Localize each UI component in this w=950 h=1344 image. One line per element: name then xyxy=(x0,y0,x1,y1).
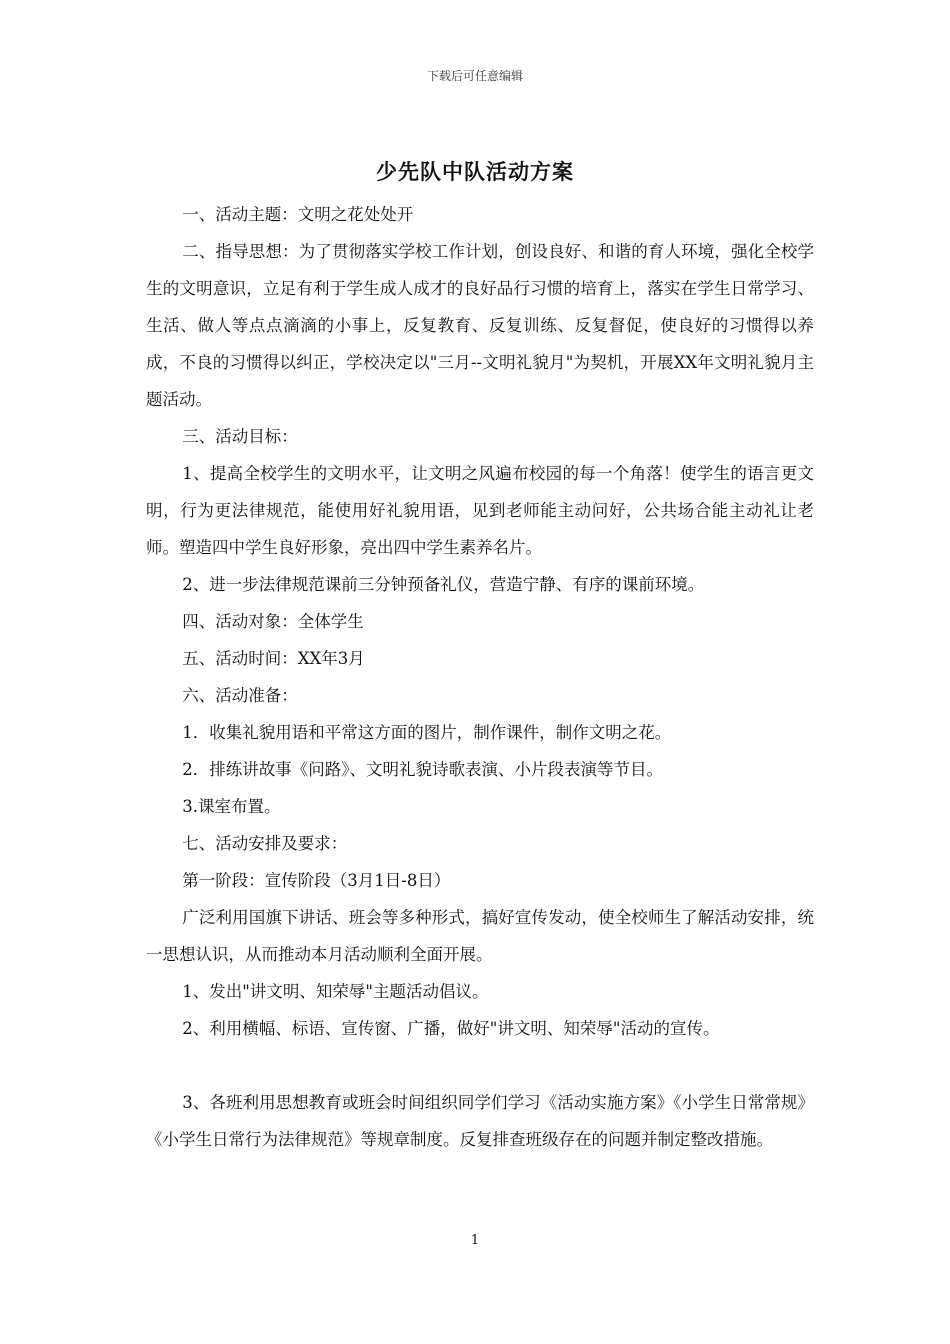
preparation-item-2: 2．排练讲故事《问路》、文明礼貌诗歌表演、小片段表演等节目。 xyxy=(182,760,664,779)
preparation-item-3: 3.课室布置。 xyxy=(182,797,281,816)
phase-one-item-1: 1、发出"讲文明、知荣辱"主题活动倡议。 xyxy=(182,982,489,1001)
section-theme: 一、活动主题：文明之花处处开 xyxy=(182,205,414,224)
section-guiding-idea: 二、指导思想：为了贯彻落实学校工作计划，创设良好、和谐的育人环境，强化全校学生的文明意识，立足有利于学生成人成才的良好品行习惯的培育上，落实在学生日常学习、生活、做人等点点滴滴的小事上，反复教育、反复训练、反复督促，使良好的习惯得以养成，不良的习惯得以纠正，学校决定以"三月--文明礼貌月"为契机，开展XX年文明礼貌月主题活动。 xyxy=(146,242,814,409)
section-preparation-heading: 六、活动准备： xyxy=(182,686,298,705)
phase-one-heading: 第一阶段：宣传阶段（3月1日-8日） xyxy=(182,871,451,890)
phase-one-item-2: 2、利用横幅、标语、宣传窗、广播，做好"讲文明、知荣辱"活动的宣传。 xyxy=(182,1019,720,1038)
preparation-item-1: 1．收集礼貌用语和平常这方面的图片，制作课件，制作文明之花。 xyxy=(182,723,672,742)
document-title: 少先队中队活动方案 xyxy=(376,159,574,184)
section-arrangement-heading: 七、活动安排及要求： xyxy=(182,834,348,853)
goal-item-2: 2、进一步法律规范课前三分钟预备礼仪，营造宁静、有序的课前环境。 xyxy=(182,575,705,594)
section-target: 四、活动对象：全体学生 xyxy=(182,612,364,631)
header-note: 下载后可任意编辑 xyxy=(426,69,523,83)
section-goals-heading: 三、活动目标： xyxy=(182,427,298,446)
phase-one-item-3: 3、各班利用思想教育或班会时间组织同学们学习《活动实施方案》《小学生日常常规》《小学生日常行为法律规范》等规章制度。反复排查班级存在的问题并制定整改措施。 xyxy=(146,1093,814,1149)
section-time: 五、活动时间：XX年3月 xyxy=(182,649,365,668)
page-number: 1 xyxy=(470,1233,480,1248)
goal-item-1: 1、提高全校学生的文明水平，让文明之风遍布校园的每一个角落！使学生的语言更文明，行为更法律规范，能使用好礼貌用语，见到老师能主动问好，公共场合能主动礼让老师。塑造四中学生良好形象，亮出四中学生素养名片。 xyxy=(146,464,814,557)
phase-one-description: 广泛利用国旗下讲话、班会等多种形式，搞好宣传发动，使全校师生了解活动安排，统一思想认识，从而推动本月活动顺利全面开展。 xyxy=(146,908,814,964)
document-body xyxy=(146,196,814,1158)
